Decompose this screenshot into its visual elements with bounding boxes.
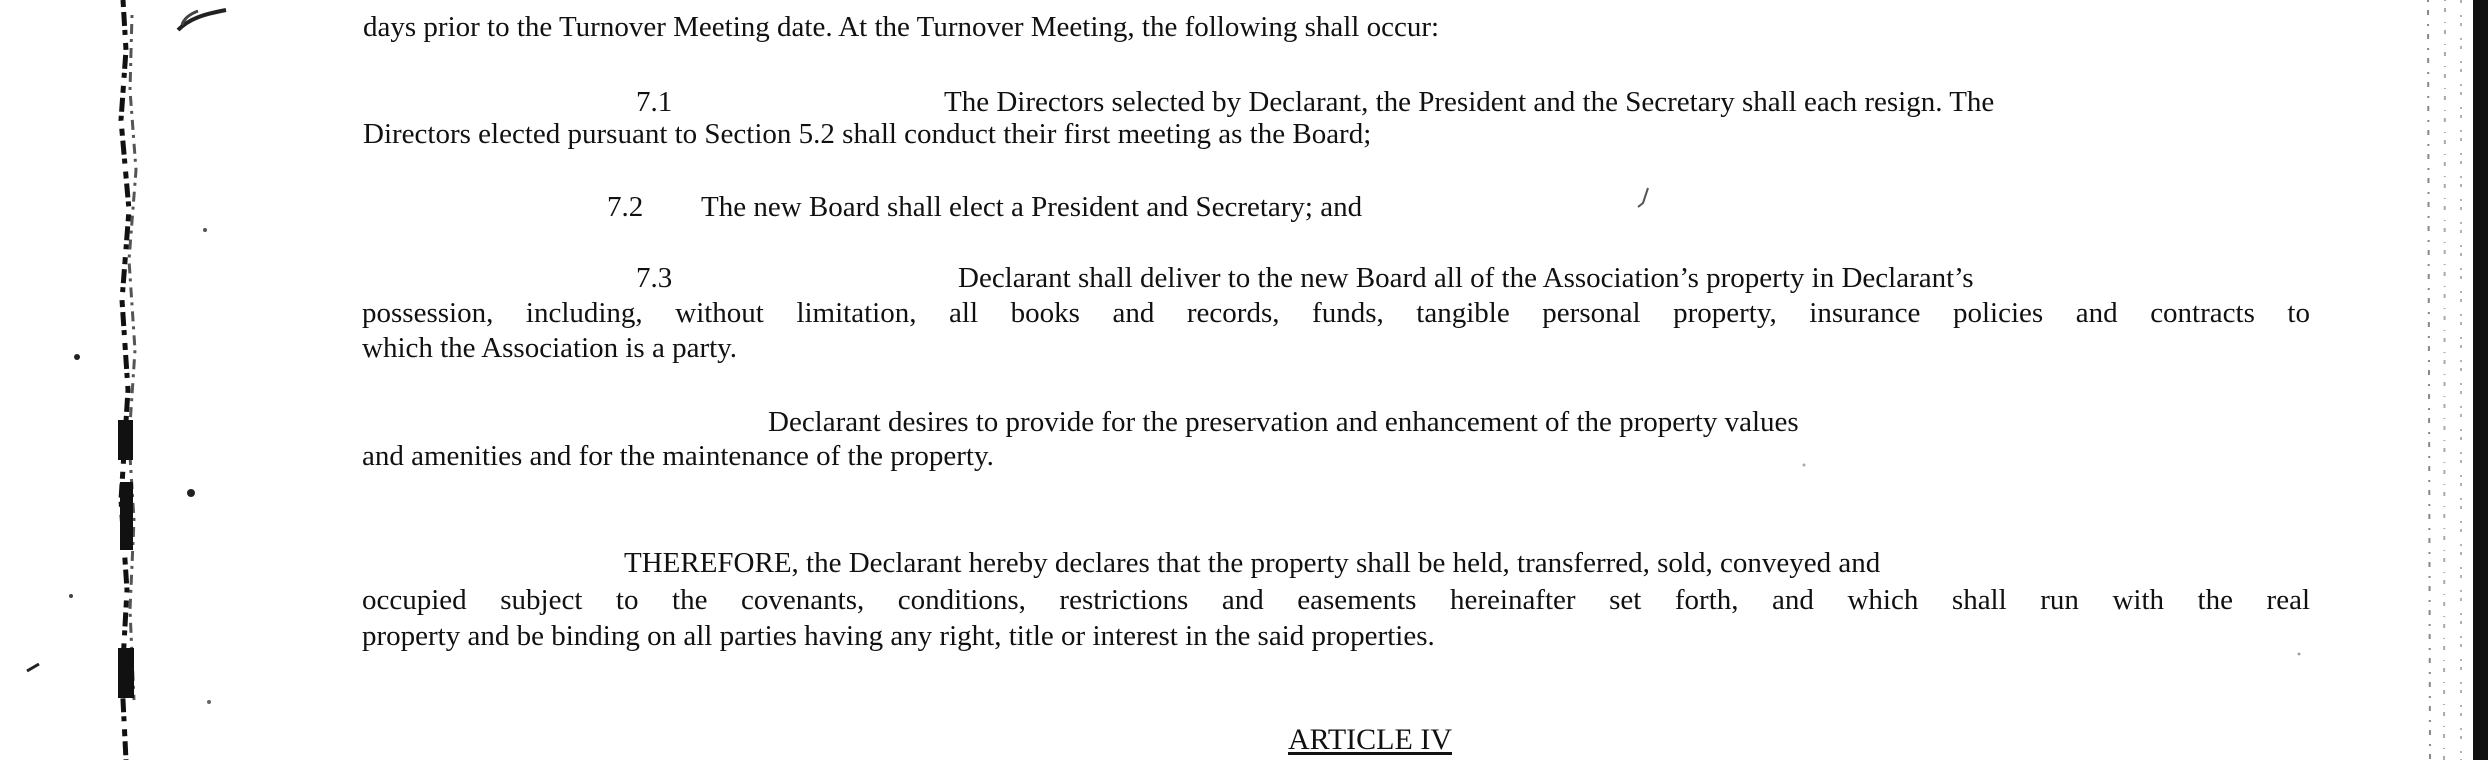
- scan-stray-mark: [27, 664, 39, 671]
- item-7-1-second-line: Directors elected pursuant to Section 5.2 shall conduct their first meeting as the Board;: [363, 118, 1372, 150]
- item-7-1-first-line: The Directors selected by Declarant, the President and the Secretary shall each resign. The: [944, 86, 1995, 118]
- scan-dot: [203, 228, 207, 232]
- scan-dot: [74, 354, 80, 360]
- item-7-3-first-line: Declarant shall deliver to the new Board all of the Association’s property in Declarant’s: [958, 262, 1974, 294]
- item-7-2-number: 7.2: [607, 191, 644, 223]
- right-edge-noise: [2428, 0, 2430, 760]
- right-page-shadow: [2473, 0, 2488, 760]
- therefore-paragraph-first-line: THEREFORE, the Declarant hereby declares that the property shall be held, transferred, sold, conveyed and: [624, 547, 1881, 579]
- scan-dot: [69, 594, 73, 598]
- binding-dark-speck: [118, 648, 134, 698]
- binding-edge-secondary-noise: [129, 15, 136, 700]
- desire-paragraph-second-line: and amenities and for the maintenance of the property.: [362, 440, 994, 472]
- scan-dot: [207, 700, 211, 704]
- binding-edge-noise: [121, 0, 129, 760]
- right-edge-noise: [2444, 0, 2445, 760]
- scan-dot: [187, 489, 195, 497]
- turnover-intro-line: days prior to the Turnover Meeting date. At the Turnover Meeting, the following shall occur:: [363, 11, 1440, 43]
- scan-stray-mark: [178, 10, 226, 30]
- therefore-paragraph-second-line: occupied subject to the covenants, conditions, restrictions and easements hereinafter set forth, and which shall run with the real: [362, 584, 2310, 616]
- article-heading: ARTICLE IV: [1287, 723, 1452, 756]
- scan-dot: [1800, 461, 1808, 469]
- scan-dot: [2295, 650, 2303, 658]
- binding-dark-speck: [118, 420, 133, 460]
- item-7-1-number: 7.1: [636, 86, 673, 118]
- item-7-3-second-line: possession, including, without limitation, all books and records, funds, tangible personal property, insurance policies and contracts to: [362, 297, 2310, 329]
- item-7-2-text: The new Board shall elect a President and Secretary; and: [701, 191, 1363, 223]
- right-edge-scan-artifacts: [2403, 0, 2488, 760]
- therefore-paragraph-third-line: property and be binding on all parties having any right, title or interest in the said properties.: [362, 620, 1435, 652]
- binding-dark-speck: [120, 482, 133, 550]
- left-binding-scan-artifacts: [0, 0, 310, 760]
- scan-stray-mark: [1630, 183, 1660, 223]
- item-7-3-third-line: which the Association is a party.: [362, 332, 738, 364]
- item-7-3-number: 7.3: [636, 262, 673, 294]
- scan-stray-mark: [182, 11, 198, 25]
- desire-paragraph-first-line: Declarant desires to provide for the preservation and enhancement of the property values: [768, 406, 1799, 438]
